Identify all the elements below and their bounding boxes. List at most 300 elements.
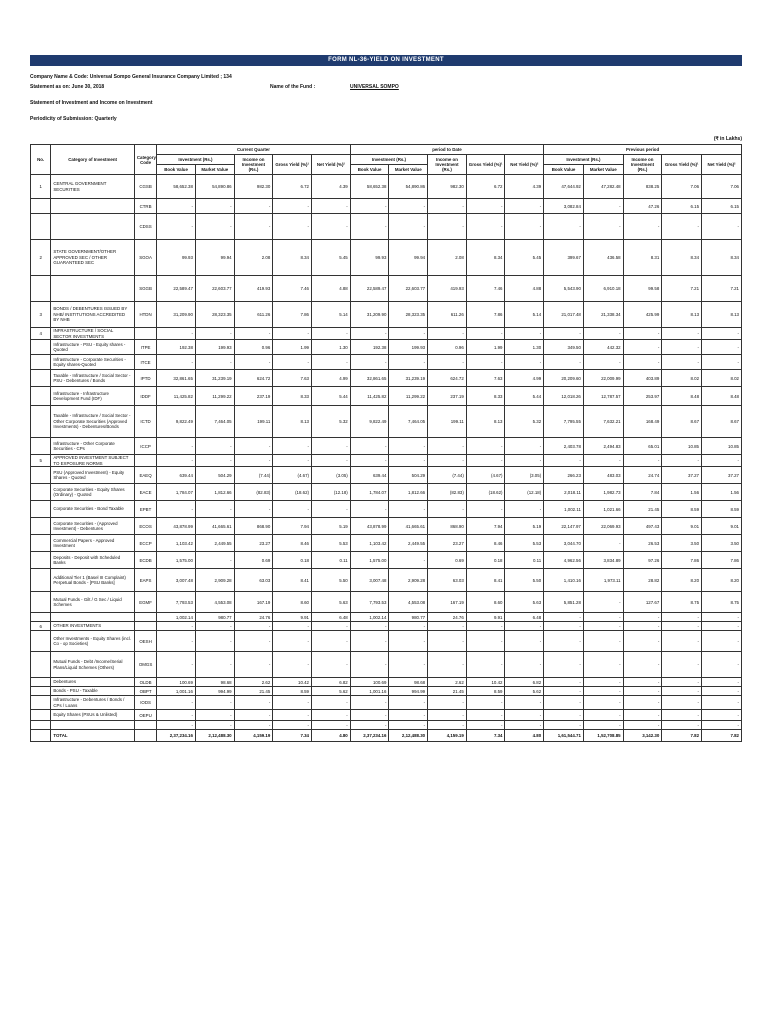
value-cell: - [157, 721, 196, 730]
value-cell: - [505, 199, 544, 214]
value-cell: 127.67 [623, 592, 662, 613]
value-cell: - [428, 199, 467, 214]
category-cell [51, 613, 135, 622]
category-cell: Infrastructure - Debentures / Bonds / CPs / Loans [51, 696, 135, 710]
value-cell: - [702, 328, 742, 340]
code-cell: SGGB [134, 276, 156, 302]
col-net-yield: Net Yield (%)² [702, 155, 742, 175]
value-cell: 639.44 [157, 467, 196, 484]
col-current-quarter: Current Quarter [157, 145, 350, 155]
value-cell: 3.50 [662, 535, 702, 552]
value-cell: (18.62) [466, 484, 505, 501]
value-cell: 63.03 [428, 569, 467, 592]
statement-date: Statement as on: June 30, 2018 [30, 84, 105, 90]
value-cell: 99.93 [350, 240, 389, 276]
value-cell: 1.99 [466, 340, 505, 355]
value-cell: - [583, 721, 623, 730]
col-gross-yield: Gross Yield (%)¹ [466, 155, 505, 175]
value-cell: 22,069.93 [583, 518, 623, 535]
total-value-cell: 7.34 [466, 730, 505, 742]
value-cell: - [195, 214, 234, 240]
value-cell: - [702, 678, 742, 687]
value-cell: 43,878.99 [350, 518, 389, 535]
value-cell: 6.82 [312, 678, 351, 687]
value-cell: 8.33 [466, 387, 505, 406]
value-cell: 5.62 [505, 687, 544, 696]
value-cell: - [583, 710, 623, 721]
value-cell: - [702, 696, 742, 710]
value-cell: - [195, 710, 234, 721]
total-value-cell: 2,12,488.30 [195, 730, 234, 742]
value-cell: 5.53 [505, 535, 544, 552]
table-row [31, 710, 742, 721]
value-cell: 199.11 [428, 406, 467, 438]
total-value-cell: 1,61,544.71 [544, 730, 584, 742]
value-cell: - [389, 710, 428, 721]
value-cell: 9,822.49 [157, 406, 196, 438]
value-cell: 65.01 [623, 438, 662, 455]
value-cell: 5.63 [312, 592, 351, 613]
total-value-cell: 2,12,488.30 [389, 730, 428, 742]
value-cell: - [157, 214, 196, 240]
code-cell: ECOS [134, 518, 156, 535]
total-row [31, 730, 742, 742]
value-cell: - [583, 535, 623, 552]
table-row [31, 199, 742, 214]
value-cell: - [583, 455, 623, 467]
category-cell: Mutual Funds - Gilt / G Sec / Liquid Schemes [51, 592, 135, 613]
value-cell: 32,861.65 [350, 370, 389, 387]
value-cell: 168.49 [623, 406, 662, 438]
value-cell: - [312, 328, 351, 340]
value-cell: - [623, 721, 662, 730]
total-value-cell: 7.82 [702, 730, 742, 742]
value-cell: - [195, 622, 234, 631]
row-number [31, 687, 51, 696]
table-row [31, 518, 742, 535]
value-cell: 6.82 [505, 678, 544, 687]
value-cell: 23.27 [428, 535, 467, 552]
value-cell: - [466, 710, 505, 721]
value-cell: 6.72 [466, 175, 505, 199]
total-value-cell: 2,37,234.16 [350, 730, 389, 742]
value-cell: 8.59 [702, 501, 742, 518]
value-cell: - [702, 687, 742, 696]
value-cell: - [234, 438, 273, 455]
value-cell: 98.68 [389, 678, 428, 687]
value-cell: - [544, 328, 584, 340]
value-cell: - [350, 438, 389, 455]
value-cell: - [195, 328, 234, 340]
fund-label: Name of the Fund : [270, 84, 316, 90]
value-cell: - [234, 710, 273, 721]
value-cell: 12,018.26 [544, 387, 584, 406]
value-cell: 21.45 [234, 687, 273, 696]
value-cell: 1.30 [312, 340, 351, 355]
value-cell: - [544, 687, 584, 696]
code-cell: ECCP [134, 535, 156, 552]
total-value-cell: 4,159.19 [234, 730, 273, 742]
value-cell: 24.76 [234, 613, 273, 622]
value-cell: - [195, 455, 234, 467]
value-cell: 8.20 [702, 569, 742, 592]
category-cell: Debentures [51, 678, 135, 687]
value-cell: - [195, 652, 234, 678]
total-label: TOTAL [51, 730, 135, 742]
value-cell: 4,962.56 [544, 552, 584, 569]
category-cell: Equity Shares (PSUs & Unlisted) [51, 710, 135, 721]
value-cell: - [702, 613, 742, 622]
value-cell: - [234, 652, 273, 678]
value-cell: - [505, 355, 544, 370]
value-cell: 7,793.53 [350, 592, 389, 613]
value-cell: - [312, 652, 351, 678]
value-cell: 403.89 [623, 370, 662, 387]
value-cell: (82.83) [428, 484, 467, 501]
value-cell: 8.59 [662, 501, 702, 518]
value-cell: 5.14 [505, 302, 544, 328]
col-gross-yield: Gross Yield (%)¹ [662, 155, 702, 175]
table-row [31, 535, 742, 552]
value-cell: 7.63 [466, 370, 505, 387]
value-cell: (4.67) [466, 467, 505, 484]
code-cell: CDSS [134, 214, 156, 240]
value-cell: 8.02 [662, 370, 702, 387]
value-cell: 37.27 [702, 467, 742, 484]
value-cell: 22,603.77 [389, 276, 428, 302]
value-cell: 5.62 [312, 687, 351, 696]
value-cell: 28.82 [623, 569, 662, 592]
value-cell: - [195, 631, 234, 652]
value-cell: - [428, 622, 467, 631]
value-cell: 1,002.14 [157, 613, 196, 622]
value-cell: 8.59 [466, 687, 505, 696]
value-cell: - [350, 214, 389, 240]
value-cell: - [505, 455, 544, 467]
value-cell: 21.45 [428, 687, 467, 696]
value-cell: - [662, 687, 702, 696]
value-cell: - [466, 652, 505, 678]
category-cell: Corporate Securities - (Approved Investment) - Debentures [51, 518, 135, 535]
value-cell: 21.45 [623, 501, 662, 518]
value-cell: 253.97 [623, 387, 662, 406]
value-cell: - [350, 328, 389, 340]
category-cell: Taxable - Infrastructure / Social Sector - PSU - Debentures / Bonds [51, 370, 135, 387]
value-cell: 8.46 [273, 535, 312, 552]
value-cell: 1,002.14 [350, 613, 389, 622]
value-cell: 0.18 [273, 552, 312, 569]
value-cell: - [662, 652, 702, 678]
value-cell: - [466, 696, 505, 710]
value-cell: 63.03 [234, 569, 273, 592]
value-cell: - [544, 721, 584, 730]
value-cell: 3,007.48 [157, 569, 196, 592]
value-cell: 1,812.66 [389, 484, 428, 501]
value-cell: - [157, 622, 196, 631]
value-cell: - [428, 501, 467, 518]
value-cell: 8.75 [662, 592, 702, 613]
value-cell: 31,209.90 [157, 302, 196, 328]
value-cell: - [234, 622, 273, 631]
value-cell: 99.58 [623, 276, 662, 302]
value-cell: 7.94 [273, 518, 312, 535]
total-value-cell: 2,37,234.16 [157, 730, 196, 742]
value-cell: 7,632.21 [583, 406, 623, 438]
value-cell: (4.67) [273, 467, 312, 484]
value-cell: - [583, 687, 623, 696]
value-cell: - [505, 710, 544, 721]
value-cell: 7.06 [662, 175, 702, 199]
value-cell: 8.48 [702, 387, 742, 406]
value-cell: 8.13 [662, 302, 702, 328]
value-cell: 54,890.86 [195, 175, 234, 199]
value-cell: - [623, 710, 662, 721]
value-cell: - [505, 652, 544, 678]
col-gross-yield: Gross Yield (%)¹ [273, 155, 312, 175]
value-cell: 199.93 [195, 340, 234, 355]
value-cell: - [273, 328, 312, 340]
value-cell: 21,017.48 [544, 302, 584, 328]
row-number [31, 387, 51, 406]
value-cell: 10.42 [466, 678, 505, 687]
value-cell: 11,299.22 [389, 387, 428, 406]
code-cell: HTDN [134, 302, 156, 328]
value-cell: (82.83) [234, 484, 273, 501]
value-cell: - [662, 696, 702, 710]
value-cell: - [157, 199, 196, 214]
value-cell: 3,007.48 [350, 569, 389, 592]
value-cell: - [662, 455, 702, 467]
value-cell: - [544, 696, 584, 710]
value-cell: 0.96 [234, 340, 273, 355]
value-cell: - [157, 455, 196, 467]
code-cell [134, 721, 156, 730]
value-cell: 11,299.22 [195, 387, 234, 406]
value-cell: (12.18) [505, 484, 544, 501]
value-cell: - [702, 710, 742, 721]
value-cell: 639.44 [350, 467, 389, 484]
value-cell: - [195, 501, 234, 518]
value-cell: 994.99 [389, 687, 428, 696]
value-cell: 7.46 [466, 276, 505, 302]
value-cell: - [583, 328, 623, 340]
value-cell: 2,909.28 [389, 569, 428, 592]
value-cell: 10.42 [273, 678, 312, 687]
table-row [31, 501, 742, 518]
code-cell: CTRB [134, 199, 156, 214]
value-cell: 31,209.90 [350, 302, 389, 328]
code-cell: SGOA [134, 240, 156, 276]
value-cell: (12.18) [312, 484, 351, 501]
value-cell: 4.99 [312, 370, 351, 387]
value-cell: - [623, 214, 662, 240]
value-cell: - [583, 355, 623, 370]
value-cell: - [544, 678, 584, 687]
table-row [31, 355, 742, 370]
value-cell: - [505, 328, 544, 340]
value-cell: 7.84 [623, 484, 662, 501]
value-cell: 8.33 [273, 387, 312, 406]
category-cell: Infrastructure - Other Corporate Securities - CPs [51, 438, 135, 455]
value-cell: - [505, 631, 544, 652]
value-cell: 5,543.90 [544, 276, 584, 302]
value-cell: 5.14 [312, 302, 351, 328]
category-cell [51, 199, 135, 214]
value-cell: - [350, 631, 389, 652]
value-cell: - [623, 696, 662, 710]
value-cell: - [195, 721, 234, 730]
value-cell: 41,665.61 [389, 518, 428, 535]
value-cell: - [389, 501, 428, 518]
statement-description: Statement of Investment and Income on Investment [30, 100, 153, 106]
category-cell: APPROVED INVESTMENT SUBJECT TO EXPOSURE NORMS [51, 455, 135, 467]
value-cell: 100.69 [350, 678, 389, 687]
row-number [31, 569, 51, 592]
value-cell: - [195, 552, 234, 569]
value-cell: 22,603.77 [195, 276, 234, 302]
value-cell: 419.93 [234, 276, 273, 302]
value-cell: - [623, 613, 662, 622]
value-cell: - [466, 438, 505, 455]
value-cell: 41,665.61 [195, 518, 234, 535]
value-cell: 5.32 [505, 406, 544, 438]
value-cell: - [273, 721, 312, 730]
value-cell: 97.26 [623, 552, 662, 569]
value-cell: - [505, 696, 544, 710]
value-cell: (3.05) [505, 467, 544, 484]
table-row [31, 467, 742, 484]
value-cell: - [350, 710, 389, 721]
total-value-cell: 4,159.19 [428, 730, 467, 742]
code-cell: OLDB [134, 678, 156, 687]
value-cell: - [662, 355, 702, 370]
value-cell: 4.39 [505, 175, 544, 199]
value-cell: - [234, 696, 273, 710]
row-number [31, 199, 51, 214]
code-cell: EAPS [134, 569, 156, 592]
col-market-value: Market Value [583, 165, 623, 175]
value-cell: 237.19 [234, 387, 273, 406]
category-cell: INFRASTRUCTURE / SOCIAL SECTOR INVESTMENTS [51, 328, 135, 340]
row-number [31, 678, 51, 687]
value-cell: 1,103.42 [157, 535, 196, 552]
col-income: Income on Investment (Rs.) [623, 155, 662, 175]
value-cell: 1,575.00 [157, 552, 196, 569]
value-cell: 2,449.55 [195, 535, 234, 552]
value-cell: 1,103.42 [350, 535, 389, 552]
category-cell: Mutual Funds - Debt /Income/Serial Plans/Liquid Schemes (Others) [51, 652, 135, 678]
value-cell: 7,793.53 [157, 592, 196, 613]
value-cell: 982.30 [428, 175, 467, 199]
value-cell: 8.13 [466, 406, 505, 438]
col-book-value: Book Value [157, 165, 196, 175]
value-cell: 8.41 [273, 569, 312, 592]
code-cell: EACE [134, 484, 156, 501]
category-cell: Commercial Papers - Approved Investment [51, 535, 135, 552]
row-number [31, 276, 51, 302]
value-cell: 192.38 [157, 340, 196, 355]
table-row [31, 328, 742, 340]
value-cell: 1,784.07 [350, 484, 389, 501]
value-cell: - [312, 696, 351, 710]
value-cell: 1,001.16 [157, 687, 196, 696]
value-cell: 5.44 [505, 387, 544, 406]
value-cell: - [583, 592, 623, 613]
value-cell: 9.91 [466, 613, 505, 622]
value-cell: 2,449.55 [389, 535, 428, 552]
category-cell: PSU (Approved Investment) - Equity Shares - Quoted [51, 467, 135, 484]
value-cell: 2,403.78 [544, 438, 584, 455]
value-cell: - [157, 710, 196, 721]
value-cell: 31,239.19 [389, 370, 428, 387]
value-cell: 192.38 [350, 340, 389, 355]
value-cell: - [234, 355, 273, 370]
value-cell: 4.39 [312, 175, 351, 199]
value-cell: - [234, 721, 273, 730]
row-number [31, 518, 51, 535]
value-cell: - [428, 696, 467, 710]
code-cell: OBPT [134, 687, 156, 696]
value-cell: 1.56 [662, 484, 702, 501]
row-number [31, 484, 51, 501]
value-cell: 8.34 [702, 240, 742, 276]
value-cell: 37.27 [662, 467, 702, 484]
value-cell: (7.44) [234, 467, 273, 484]
value-cell: - [273, 214, 312, 240]
value-cell: - [234, 328, 273, 340]
value-cell: 22,009.99 [583, 370, 623, 387]
value-cell: 504.29 [389, 467, 428, 484]
value-cell: 4.88 [505, 276, 544, 302]
table-row [31, 592, 742, 613]
value-cell: 22,589.47 [350, 276, 389, 302]
value-cell: 8.48 [662, 387, 702, 406]
value-cell: 4,553.08 [195, 592, 234, 613]
value-cell: 5,851.28 [544, 592, 584, 613]
value-cell: - [623, 631, 662, 652]
value-cell: 3.50 [702, 535, 742, 552]
value-cell: 1,410.16 [544, 569, 584, 592]
value-cell: 1,021.66 [583, 501, 623, 518]
value-cell: 8.60 [273, 592, 312, 613]
value-cell: 483.03 [583, 467, 623, 484]
col-net-yield: Net Yield (%)² [505, 155, 544, 175]
value-cell: 8.34 [466, 240, 505, 276]
table-row [31, 340, 742, 355]
value-cell: - [505, 622, 544, 631]
value-cell: - [583, 652, 623, 678]
table-row [31, 678, 742, 687]
value-cell: 7.06 [702, 175, 742, 199]
value-cell: 1.99 [273, 340, 312, 355]
value-cell: - [544, 355, 584, 370]
category-cell: Infrastructure - Corporate Securities - Equity shares-Quoted [51, 355, 135, 370]
value-cell: 2,494.83 [583, 438, 623, 455]
total-value-cell: 7.82 [662, 730, 702, 742]
value-cell: - [350, 622, 389, 631]
value-cell: 6.48 [505, 613, 544, 622]
value-cell: 9.91 [273, 613, 312, 622]
value-cell: 43,878.99 [157, 518, 196, 535]
value-cell: - [312, 214, 351, 240]
value-cell: 3,044.70 [544, 535, 584, 552]
col-investment: Investment (Rs.) [544, 155, 623, 165]
value-cell: - [157, 696, 196, 710]
value-cell: 7.86 [273, 302, 312, 328]
value-cell: - [662, 214, 702, 240]
category-cell: Additional Tier 1 (Basel III Complaint) Perpetual Bonds - [PSU Banks] [51, 569, 135, 592]
category-cell: Corporate Securities - Equity Shares (Ordinary) - Quoted [51, 484, 135, 501]
